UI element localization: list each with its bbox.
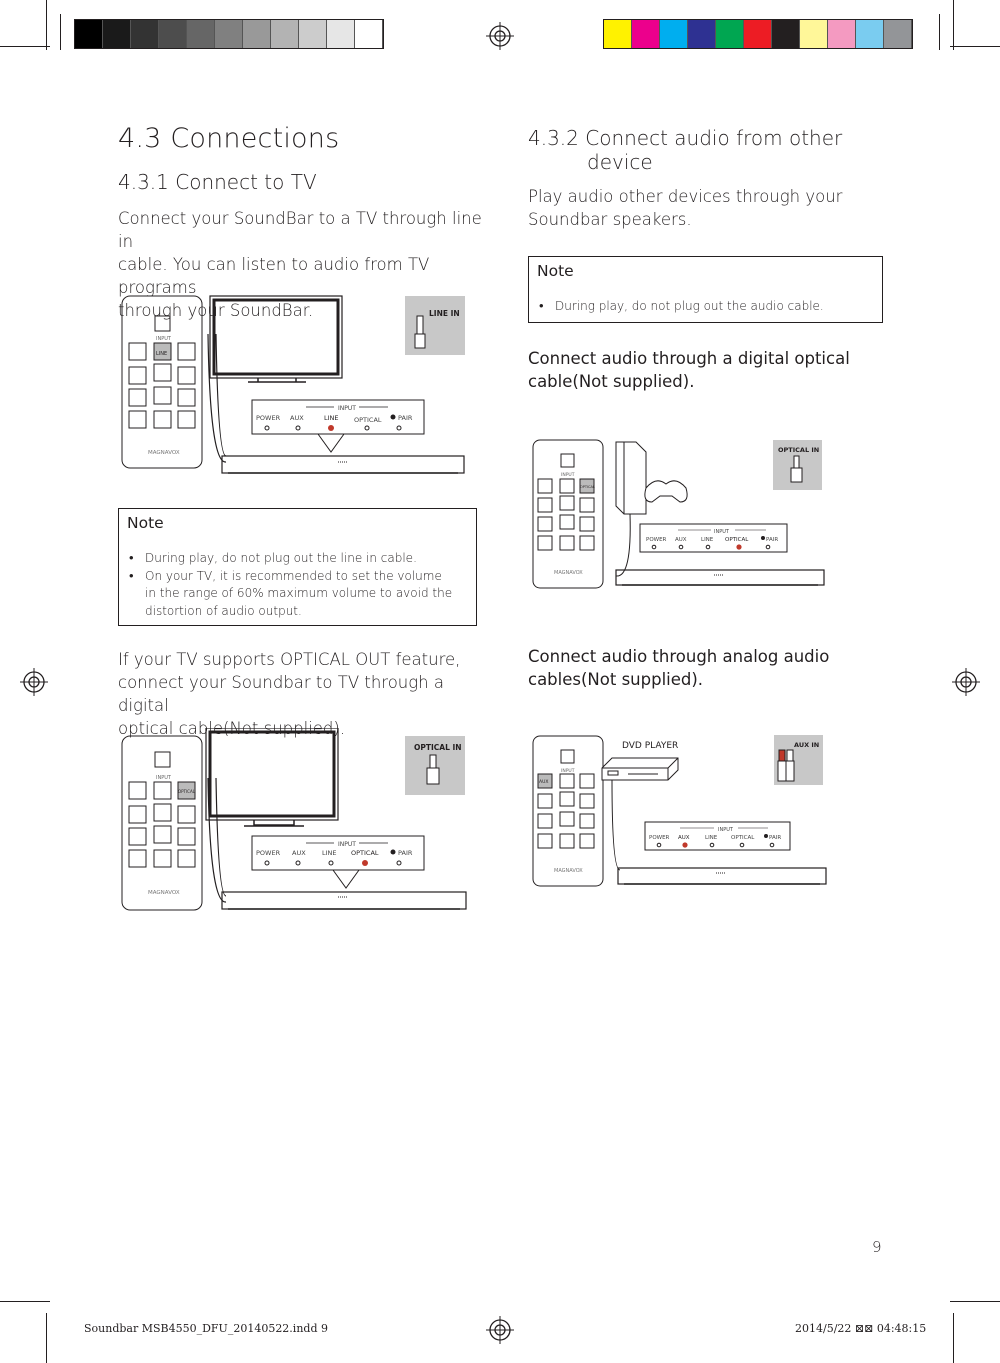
analog-heading (528, 645, 908, 691)
text-line: connect your Soundbar to TV through a digital (118, 673, 444, 715)
subsection-title-other-device (528, 126, 908, 174)
registration-mark-icon (952, 668, 980, 696)
text-line: Play audio other devices through your (528, 187, 843, 206)
panel-optical-label: OPTICAL (354, 416, 382, 424)
color-swatch (772, 20, 800, 48)
panel-aux-label: AUX (292, 849, 306, 857)
panel-pair-label: PAIR (398, 849, 413, 857)
panel-input-label: INPUT (718, 827, 733, 833)
color-swatch (744, 20, 772, 48)
optical-tv-connection-diagram (118, 728, 478, 916)
color-swatch (828, 20, 856, 48)
registration-mark-icon (486, 1316, 514, 1344)
color-swatch (103, 20, 131, 48)
panel-pair-label: PAIR (769, 835, 782, 841)
panel-line-label: LINE (701, 537, 714, 543)
color-swatch (355, 20, 383, 48)
crop-mark (950, 46, 1000, 47)
crop-mark (60, 14, 61, 50)
registration-mark-icon (20, 668, 48, 696)
footer-date: 2014/5/22 ⊠⊠ 04:48:15 (795, 1322, 927, 1335)
color-swatch (800, 20, 828, 48)
note-title: Note (537, 262, 574, 280)
remote-brand: MAGNAVOX (148, 890, 180, 896)
grayscale-color-bar (74, 19, 384, 49)
panel-power-label: POWER (256, 849, 281, 857)
panel-power-label: POWER (646, 537, 667, 543)
title-line: 4.3.2 Connect audio from other (528, 126, 843, 150)
note-item (127, 550, 457, 568)
section-title: 4.3 Connections (118, 123, 340, 154)
panel-aux-label: AUX (675, 537, 687, 543)
remote-brand: MAGNAVOX (554, 570, 583, 576)
optical-in-badge-label: OPTICAL IN (778, 446, 820, 454)
panel-input-label: INPUT (714, 529, 729, 535)
remote-input-label: INPUT (156, 775, 171, 781)
note-text: distortion of audio output. (145, 603, 302, 618)
crop-mark (46, 1313, 47, 1363)
page-number: 9 (872, 1238, 882, 1256)
color-swatch (604, 20, 632, 48)
color-swatch (271, 20, 299, 48)
footer-file-info: Soundbar MSB4550_DFU_20140522.indd 9 (84, 1322, 328, 1335)
registration-mark-icon (486, 22, 514, 50)
note-text: During play, do not plug out the line in cable. (145, 551, 417, 565)
color-swatch (131, 20, 159, 48)
remote-input-label: INPUT (561, 473, 575, 478)
panel-line-label: LINE (322, 849, 337, 857)
text-line: If your TV supports OPTICAL OUT feature, (118, 650, 461, 669)
text-line: through your SoundBar. (118, 301, 314, 320)
crop-mark (0, 1301, 50, 1302)
crop-mark (0, 46, 50, 47)
panel-power-label: POWER (649, 835, 670, 841)
panel-optical-label: OPTICAL (351, 849, 379, 857)
note-text: During play, do not plug out the audio cable. (555, 299, 824, 313)
text-line: cable(Not supplied). (528, 372, 695, 391)
text-line: Connect audio through a digital optical (528, 349, 850, 368)
text-line: cable. You can listen to audio from TV programs (118, 255, 430, 297)
crop-mark (953, 0, 954, 50)
crop-mark (46, 0, 47, 50)
note-box-audio-cable (528, 256, 883, 323)
remote-optical-button-label: OPTICAL (580, 485, 595, 489)
color-swatch (243, 20, 271, 48)
panel-input-label: INPUT (338, 405, 356, 412)
text-line: Connect audio through analog audio (528, 647, 830, 666)
panel-pair-label: PAIR (398, 414, 413, 422)
panel-pair-label: PAIR (766, 537, 779, 543)
dvd-player-label: DVD PLAYER (622, 741, 679, 751)
note-list (127, 550, 457, 620)
panel-aux-label: AUX (290, 414, 304, 422)
text-line: Connect your SoundBar to a TV through line in (118, 209, 482, 251)
color-swatch (716, 20, 744, 48)
color-swatch (327, 20, 355, 48)
crop-mark (953, 1313, 954, 1363)
color-swatch (187, 20, 215, 48)
process-color-bar (603, 19, 913, 49)
panel-power-label: POWER (256, 414, 281, 422)
text-line: cables(Not supplied). (528, 670, 704, 689)
panel-optical-label: OPTICAL (725, 537, 749, 543)
note-text: • On your TV, it is recommended to set the volume (145, 568, 442, 583)
color-swatch (660, 20, 688, 48)
line-in-badge-label: LINE IN (429, 309, 460, 318)
text-line: optical cable(Not supplied). (118, 719, 346, 738)
note-text: in the range of 60% maximum volume to avoid the (145, 586, 453, 600)
color-swatch (75, 20, 103, 48)
text-line: Soundbar speakers. (528, 210, 692, 229)
panel-optical-label: OPTICAL (731, 835, 755, 841)
color-swatch (884, 20, 912, 48)
other-device-intro (528, 185, 908, 231)
aux-device-connection-diagram (528, 730, 828, 890)
color-swatch (159, 20, 187, 48)
optical-device-connection-diagram (528, 428, 828, 590)
note-list (537, 298, 867, 316)
title-line: device (587, 150, 653, 174)
optical-out-text (118, 648, 498, 740)
color-swatch (688, 20, 716, 48)
subsection-title-connect-tv: 4.3.1 Connect to TV (118, 170, 317, 194)
line-in-connection-diagram (118, 294, 478, 478)
crop-mark (939, 14, 940, 50)
remote-optical-button-label: OPTICAL (178, 789, 195, 794)
panel-input-label: INPUT (338, 841, 356, 848)
optical-heading (528, 347, 908, 393)
crop-mark (950, 1301, 1000, 1302)
panel-aux-label: AUX (678, 835, 690, 841)
note-item (127, 568, 457, 621)
note-item (537, 298, 867, 316)
panel-line-label: LINE (324, 414, 339, 422)
note-title: Note (127, 514, 164, 532)
color-swatch (299, 20, 327, 48)
panel-line-label: LINE (705, 835, 718, 841)
color-swatch (632, 20, 660, 48)
optical-in-badge-label: OPTICAL IN (414, 743, 462, 752)
color-swatch (856, 20, 884, 48)
note-box-line-in (118, 508, 477, 626)
remote-input-label: INPUT (156, 336, 171, 342)
color-swatch (215, 20, 243, 48)
remote-aux-button-label: AUX (539, 780, 549, 785)
remote-brand: MAGNAVOX (554, 868, 583, 874)
aux-in-badge-label: AUX IN (794, 741, 820, 749)
remote-input-label: INPUT (561, 769, 575, 774)
remote-line-button-label: LINE (156, 351, 168, 357)
remote-brand: MAGNAVOX (148, 450, 180, 456)
